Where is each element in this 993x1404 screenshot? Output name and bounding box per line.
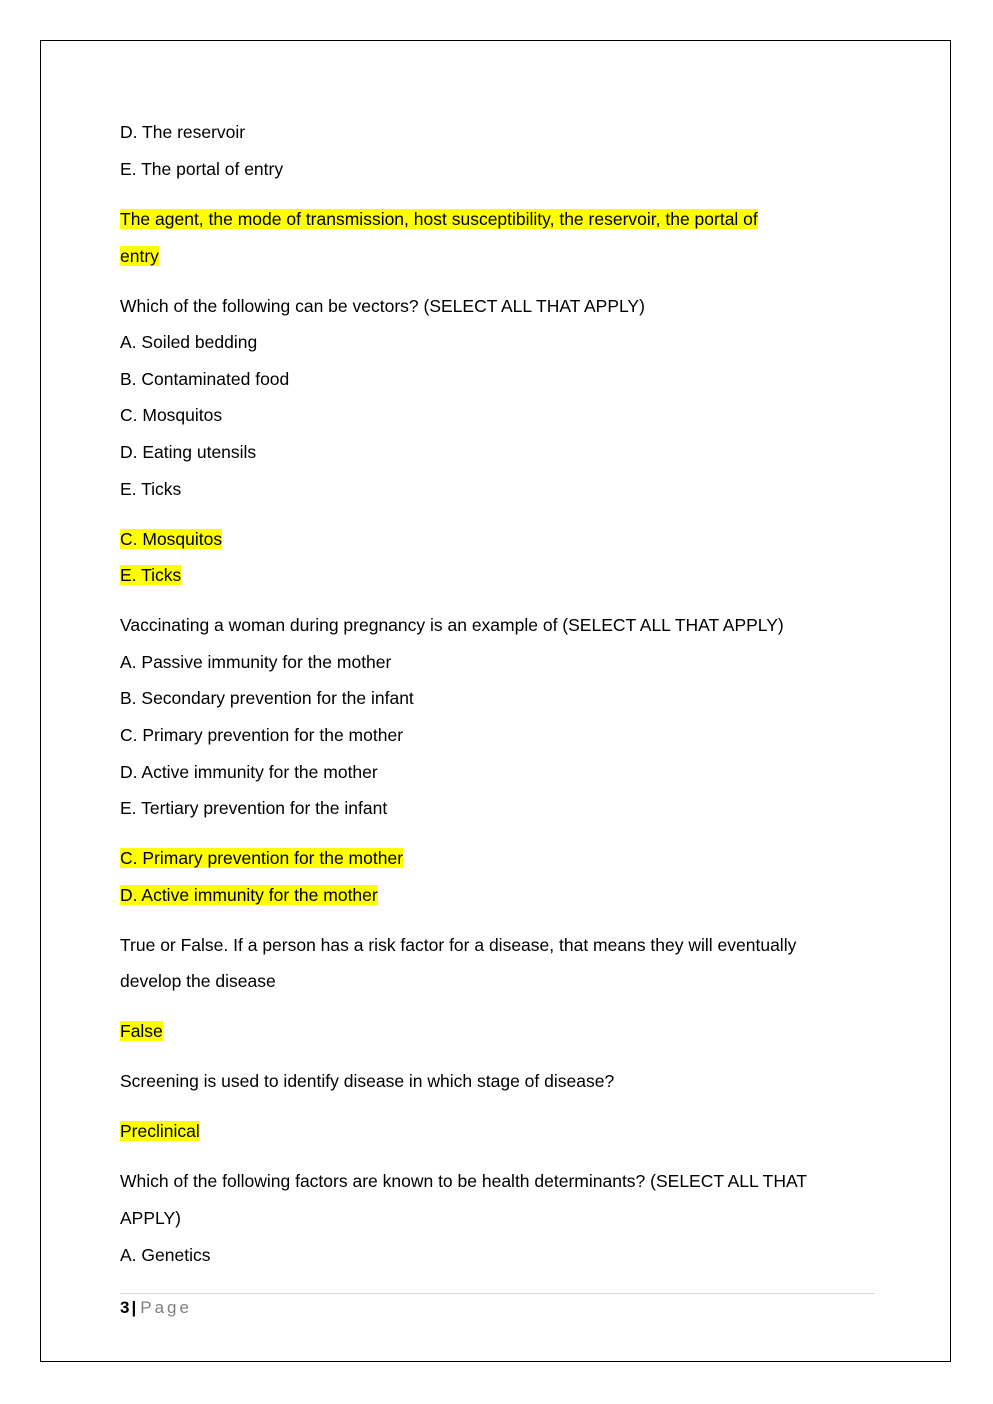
line-text: D. Eating utensils — [120, 442, 257, 462]
answer-line — [120, 207, 758, 231]
question-line — [120, 613, 784, 637]
question-text: APPLY) — [120, 1208, 181, 1228]
line-text: A. Passive immunity for the mother — [120, 652, 392, 672]
line-text: C. Mosquitos — [120, 405, 223, 425]
option-line — [120, 367, 289, 391]
option-line — [120, 157, 283, 181]
question-line — [120, 1069, 614, 1093]
answer-line — [120, 527, 222, 551]
line-text: B. Contaminated food — [120, 369, 290, 389]
line-text: E. The portal of entry — [120, 159, 284, 179]
question-text: Screening is used to identify disease in which stage of disease? — [120, 1071, 615, 1091]
option-line — [120, 440, 256, 464]
highlighted-answer: entry — [120, 246, 159, 266]
answer-line — [120, 1019, 163, 1043]
option-line — [120, 723, 403, 747]
line-text: E. Ticks — [120, 479, 182, 499]
answer-line — [120, 1119, 200, 1143]
question-text: True or False. If a person has a risk factor for a disease, that means they will eventually — [120, 935, 797, 955]
footer-separator: | — [131, 1298, 137, 1317]
line-text: E. Tertiary prevention for the infant — [120, 798, 388, 818]
question-line — [120, 1169, 807, 1193]
question-text: Which of the following can be vectors? (SELECT ALL THAT APPLY) — [120, 296, 645, 316]
question-text: develop the disease — [120, 971, 276, 991]
line-text: D. Active immunity for the mother — [120, 762, 378, 782]
question-line — [120, 1206, 181, 1230]
option-line — [120, 650, 391, 674]
option-line — [120, 796, 387, 820]
page-number: 3 — [120, 1298, 130, 1317]
question-line — [120, 933, 796, 957]
option-line — [120, 686, 414, 710]
line-text: A. Genetics — [120, 1245, 211, 1265]
question-line — [120, 294, 645, 318]
answer-line — [120, 563, 181, 587]
highlighted-answer: C. Primary prevention for the mother — [120, 848, 404, 868]
line-text: C. Primary prevention for the mother — [120, 725, 404, 745]
highlighted-answer: C. Mosquitos — [120, 529, 223, 549]
page-label: Page — [140, 1298, 192, 1317]
question-line — [120, 969, 276, 993]
highlighted-answer: False — [120, 1021, 163, 1041]
answer-line — [120, 244, 159, 268]
highlighted-answer: Preclinical — [120, 1121, 200, 1141]
option-line — [120, 403, 222, 427]
option-line — [120, 120, 245, 144]
line-text: D. The reservoir — [120, 122, 246, 142]
question-text: Vaccinating a woman during pregnancy is an example of (SELECT ALL THAT APPLY) — [120, 615, 784, 635]
answer-line — [120, 846, 403, 870]
highlighted-answer: E. Ticks — [120, 565, 182, 585]
page-footer — [120, 1296, 192, 1320]
highlighted-answer: D. Active immunity for the mother — [120, 885, 378, 905]
answer-line — [120, 883, 378, 907]
highlighted-answer: The agent, the mode of transmission, host susceptibility, the reservoir, the portal of — [120, 209, 758, 229]
line-text: B. Secondary prevention for the infant — [120, 688, 414, 708]
option-line — [120, 760, 378, 784]
option-line — [120, 477, 181, 501]
footer-divider — [120, 1293, 875, 1294]
option-line — [120, 330, 257, 354]
line-text: A. Soiled bedding — [120, 332, 258, 352]
question-text: Which of the following factors are known to be health determinants? (SELECT ALL THAT — [120, 1171, 808, 1191]
option-line — [120, 1243, 210, 1267]
